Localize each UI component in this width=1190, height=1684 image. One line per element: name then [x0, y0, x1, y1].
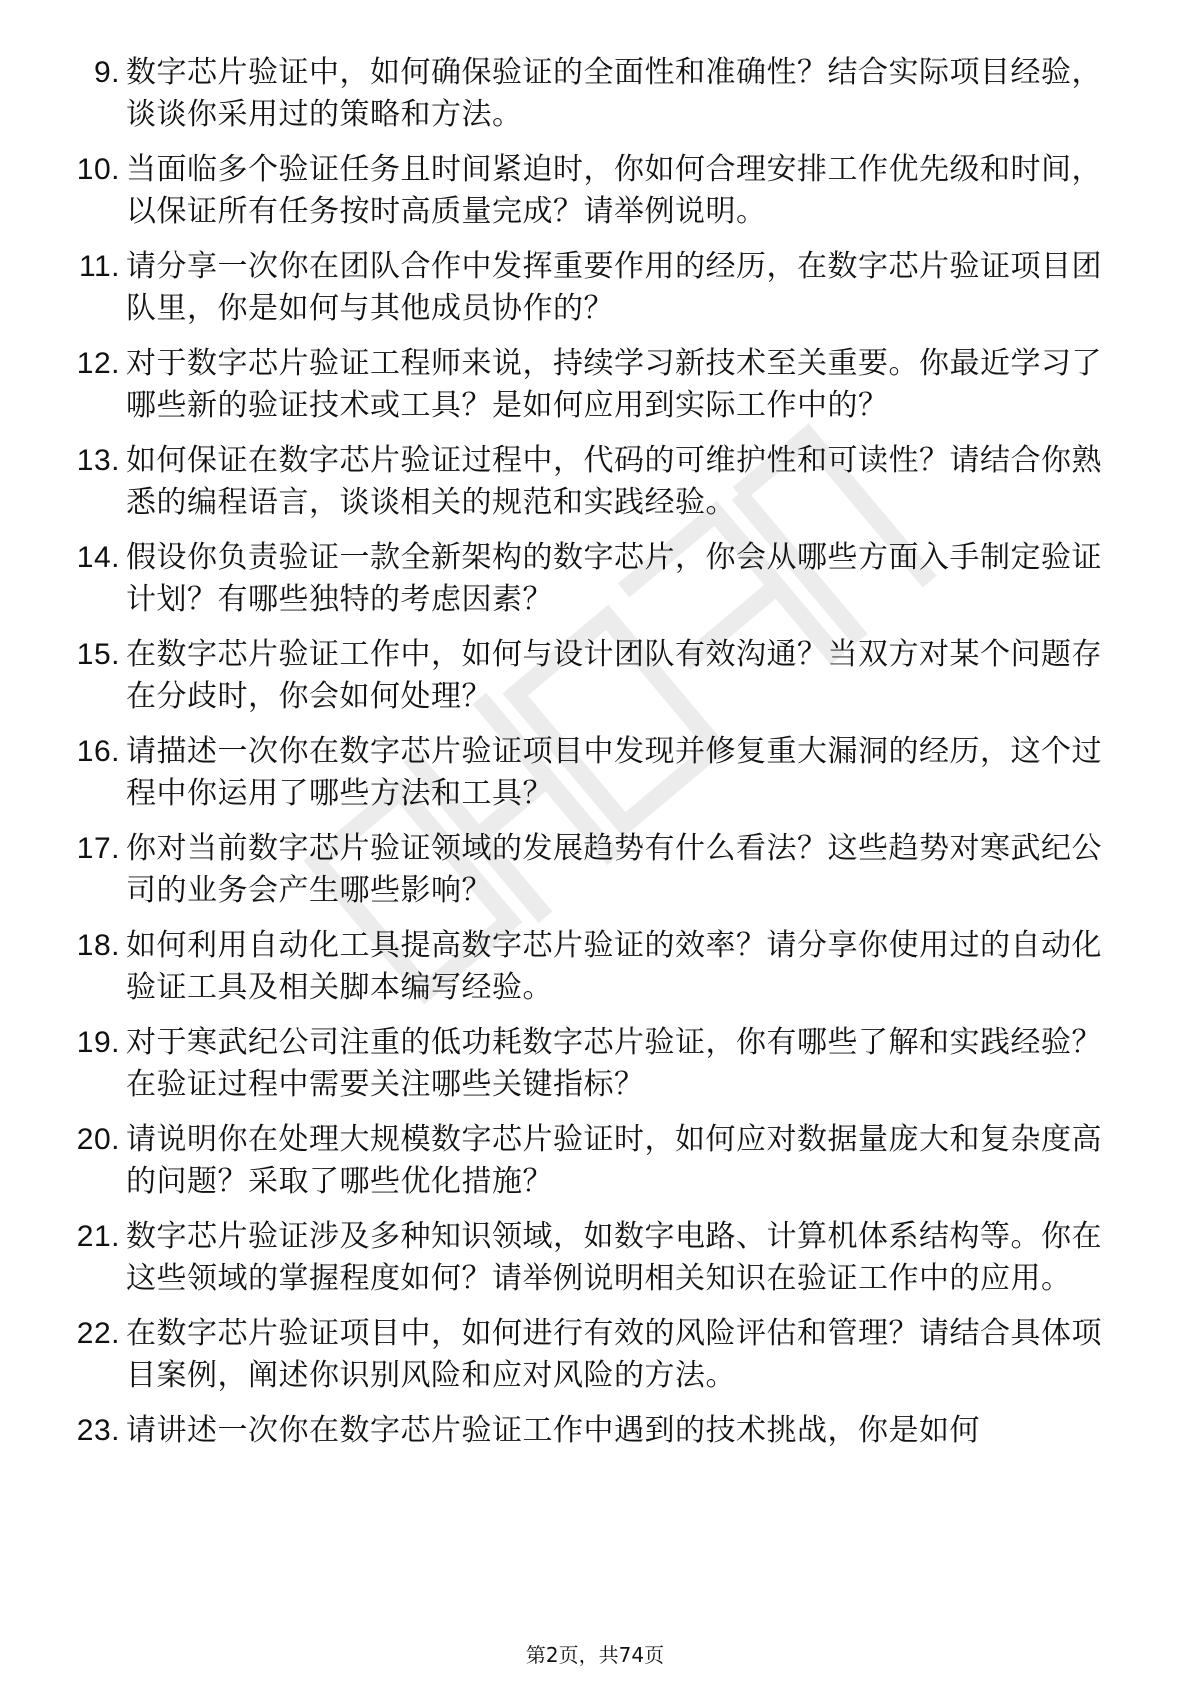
question-list [64, 52, 1124, 1465]
list-item [64, 925, 1124, 1009]
question-number: 22. [76, 1317, 120, 1350]
question-text: 请讲述一次你在数字芯片验证工作中遇到的技术挑战，你是如何 [126, 1413, 980, 1448]
question-number: 14. [76, 541, 120, 574]
question-text: 数字芯片验证中，如何确保验证的全面性和准确性？结合实际项目经验，谈谈你采用过的策略和方法。 [126, 55, 1102, 132]
list-item [64, 537, 1124, 621]
question-number: 11. [79, 250, 120, 283]
list-item [64, 149, 1124, 233]
question-number: 18. [76, 929, 120, 962]
question-text: 假设你负责验证一款全新架构的数字芯片，你会从哪些方面入手制定验证计划？有哪些独特的考虑因素？ [126, 540, 1102, 617]
question-number: 16. [76, 735, 120, 768]
list-item [64, 52, 1124, 136]
question-text: 请描述一次你在数字芯片验证项目中发现并修复重大漏洞的经历，这个过程中你运用了哪些方法和工具？ [126, 734, 1102, 811]
question-text: 对于寒武纪公司注重的低功耗数字芯片验证，你有哪些了解和实践经验？在验证过程中需要关注哪些关键指标？ [126, 1025, 1102, 1102]
list-item [64, 1410, 1124, 1452]
question-text: 请分享一次你在团队合作中发挥重要作用的经历，在数字芯片验证项目团队里，你是如何与其他成员协作的？ [126, 249, 1102, 326]
question-text: 数字芯片验证涉及多种知识领域，如数字电路、计算机体系结构等。你在这些领域的掌握程度如何？请举例说明相关知识在验证工作中的应用。 [126, 1219, 1102, 1296]
list-item [64, 828, 1124, 912]
question-text: 你对当前数字芯片验证领域的发展趋势有什么看法？这些趋势对寒武纪公司的业务会产生哪些影响？ [126, 831, 1102, 908]
question-text: 对于数字芯片验证工程师来说，持续学习新技术至关重要。你最近学习了哪些新的验证技术或工具？是如何应用到实际工作中的？ [126, 346, 1102, 423]
question-number: 9. [93, 56, 120, 89]
question-number: 19. [76, 1026, 120, 1059]
question-number: 15. [76, 638, 120, 671]
list-item [64, 246, 1124, 330]
page-number-label: 第2页，共74页 [525, 1643, 665, 1667]
list-item [64, 1022, 1124, 1106]
list-item [64, 634, 1124, 718]
question-text: 请说明你在处理大规模数字芯片验证时，如何应对数据量庞大和复杂度高的问题？采取了哪些优化措施？ [126, 1122, 1102, 1199]
question-number: 12. [76, 347, 120, 380]
question-text: 当面临多个验证任务且时间紧迫时，你如何合理安排工作优先级和时间，以保证所有任务按时高质量完成？请举例说明。 [126, 152, 1102, 229]
question-number: 23. [76, 1414, 120, 1447]
list-item [64, 440, 1124, 524]
question-text: 在数字芯片验证项目中，如何进行有效的风险评估和管理？请结合具体项目案例，阐述你识别风险和应对风险的方法。 [126, 1316, 1102, 1393]
list-item [64, 343, 1124, 427]
question-number: 21. [76, 1220, 120, 1253]
question-text: 如何利用自动化工具提高数字芯片验证的效率？请分享你使用过的自动化验证工具及相关脚本编写经验。 [126, 928, 1102, 1005]
question-number: 17. [76, 832, 120, 865]
list-item [64, 1119, 1124, 1203]
question-number: 20. [76, 1123, 120, 1156]
question-text: 如何保证在数字芯片验证过程中，代码的可维护性和可读性？请结合你熟悉的编程语言，谈谈相关的规范和实践经验。 [126, 443, 1102, 520]
question-number: 10. [76, 153, 120, 186]
list-item [64, 1313, 1124, 1397]
question-number: 13. [76, 444, 120, 477]
page-footer [0, 1640, 1190, 1670]
list-item [64, 1216, 1124, 1300]
question-text: 在数字芯片验证工作中，如何与设计团队有效沟通？当双方对某个问题存在分歧时，你会如何处理？ [126, 637, 1102, 714]
list-item [64, 731, 1124, 815]
